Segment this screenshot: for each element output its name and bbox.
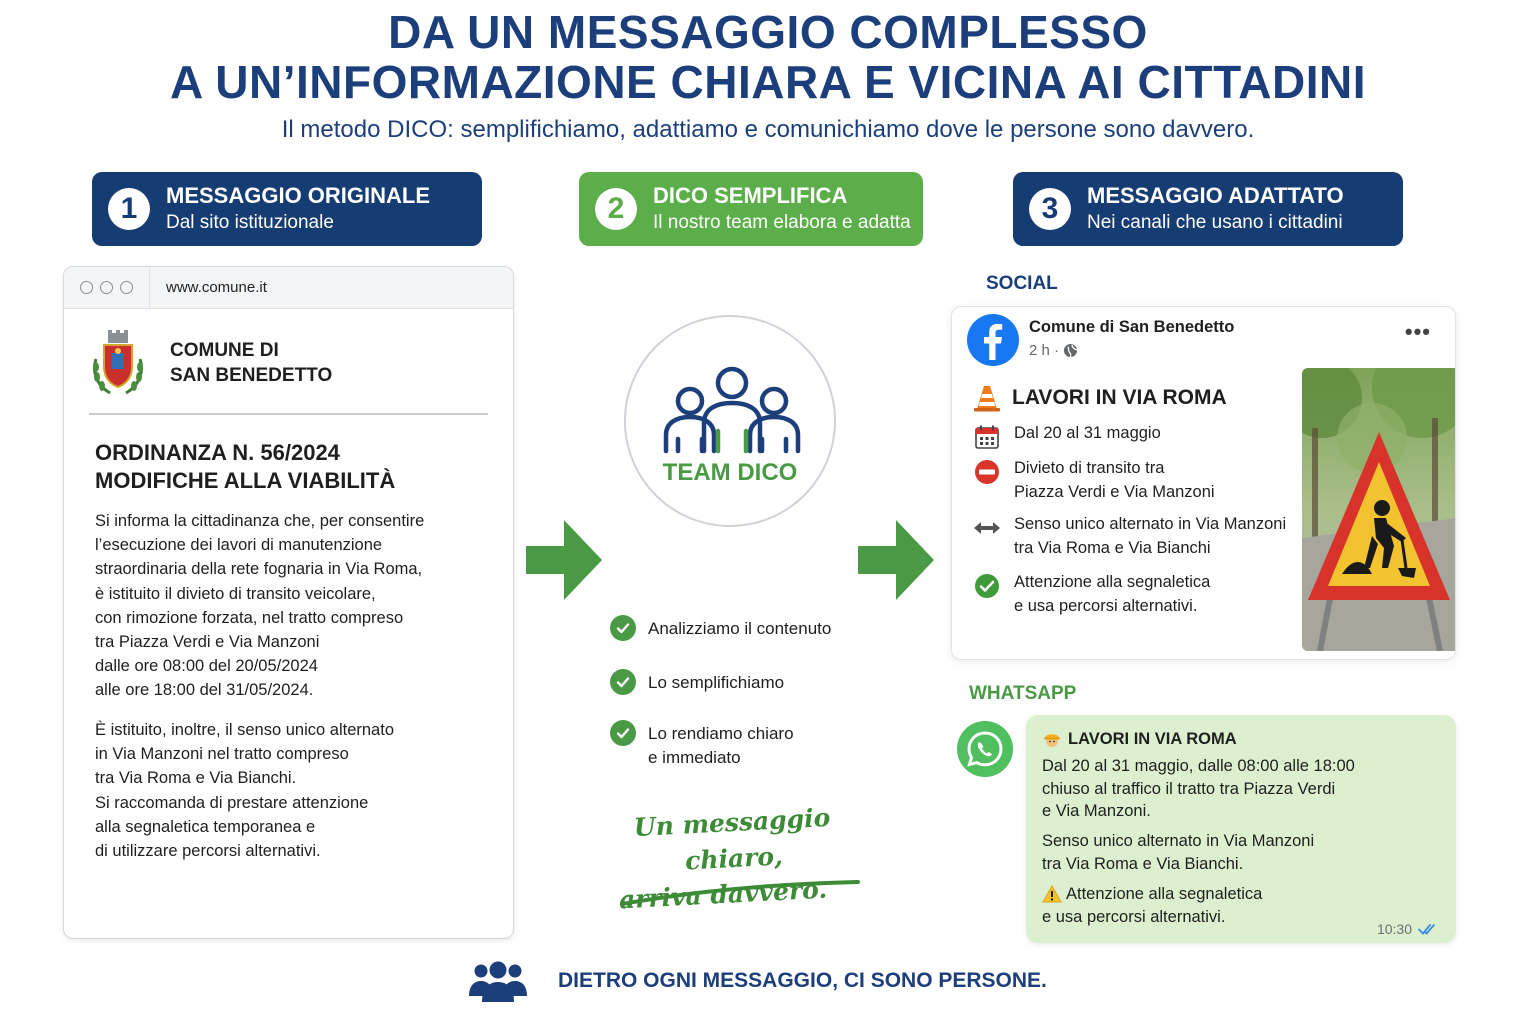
post-row [972,571,1210,618]
arrow-right-icon [858,520,934,600]
brush-underline [620,878,860,908]
coat-of-arms-icon [90,329,146,397]
checklist-text: Lo semplifichiamo [648,673,785,692]
text-line: dalle ore 08:00 del 20/05/2024 [95,657,318,676]
facebook-icon [967,314,1019,366]
footer-text: DIETRO OGNI MESSAGGIO, CI SONO PERSONE. [558,969,1047,992]
wa-text-line: chiuso al traffico il tratto tra Piazza Verdi [1042,779,1336,798]
post-row-text: Senso unico alternato in Via Manzoni [1014,515,1287,533]
post-headline [972,383,1227,413]
checklist-text: Lo rendiamo chiaro [648,724,794,743]
checklist-item [610,720,794,770]
slogan-line: arriva davvero. [618,874,828,915]
divider [89,413,488,415]
text-line: Si informa la cittadinanza che, per consentire [95,512,425,530]
post-headline-text: LAVORI IN VIA ROMA [1012,386,1227,409]
check-icon [610,720,636,746]
post-row-text: Attenzione alla segnaletica [1014,573,1211,591]
text-line: tra Via Roma e Via Bianchi. [95,769,297,788]
step-1-banner [92,172,482,246]
wa-text-line: Attenzione alla segnaletica [1066,885,1263,903]
page-name[interactable]: Comune di San Benedetto [1029,318,1235,336]
wa-warning-line [1042,883,1262,906]
municipality-name-line: COMUNE DI [170,340,279,361]
checklist-item [610,669,784,695]
wa-paragraph-3 [1042,883,1262,928]
ordinance-title-line: MODIFICHE ALLA VIABILITÀ [95,468,396,493]
page-title-line-1: DA UN MESSAGGIO COMPLESSO [388,6,1148,58]
construction-worker-icon [1042,729,1062,749]
calendar-icon [972,422,1002,452]
ordinance-title [95,439,395,495]
double-check-icon [1418,922,1440,936]
wa-text-line: Dal 20 al 31 maggio, dalle 08:00 alle 18:00 [1042,757,1355,775]
step-2-title: DICO SEMPLIFICA [653,183,848,208]
post-time-text: 2 h · [1029,342,1060,359]
step-1-title: MESSAGGIO ORIGINALE [166,183,431,208]
whatsapp-message-bubble [1026,715,1456,943]
wa-text-line: Senso unico alternato in Via Manzoni [1042,832,1315,850]
step-3-number: 3 [1029,188,1071,230]
municipality-name [170,338,332,388]
slogan-line: Un messaggio chiaro, [633,802,831,876]
step-3-title: MESSAGGIO ADATTATO [1087,183,1344,208]
text-line: È istituito, inoltre, il senso unico alternato [95,721,394,739]
step-1-number: 1 [108,188,150,230]
message-time: 10:30 [1376,921,1412,937]
browser-toolbar [64,267,513,309]
checklist-item [610,615,831,641]
team-people-icon [660,365,804,457]
post-row-text: Divieto di transito tra [1014,459,1165,477]
municipality-name-line: SAN BENEDETTO [170,365,333,386]
post-row [972,422,1161,452]
step-2-number: 2 [595,188,637,230]
text-line: di utilizzare percorsi alternativi. [95,842,321,861]
check-icon [972,571,1002,601]
check-icon [610,669,636,695]
people-group-icon [468,960,528,1002]
browser-window [63,266,514,939]
municipality-header [90,329,332,397]
post-row [972,513,1286,560]
text-line: Si raccomanda di prestare attenzione [95,793,369,812]
post-row-text: tra Via Roma e Via Bianchi [1014,538,1211,557]
post-time [1029,342,1078,359]
window-controls [64,267,150,308]
text-line: in Via Manzoni nel tratto compreso [95,745,349,764]
social-section-label: SOCIAL [986,273,1058,294]
checklist-text: e immediato [648,748,741,767]
page-title-line-2: A UN’INFORMAZIONE CHIARA E VICINA AI CITTADINI [170,56,1366,108]
wa-paragraph-1 [1042,755,1355,823]
text-line: con rimozione forzata, nel tratto compreso [95,608,404,627]
wa-headline-text: LAVORI IN VIA ROMA [1068,729,1237,748]
wa-text-line: tra Via Roma e Via Bianchi. [1042,854,1244,873]
text-line: tra Piazza Verdi e Via Manzoni [95,633,320,652]
step-2-banner [579,172,923,246]
message-timestamp [1377,921,1440,937]
facebook-post-card [951,306,1456,660]
wa-text-line: e Via Manzoni. [1042,802,1151,820]
text-line: alle ore 18:00 del 31/05/2024. [95,681,314,700]
arrow-right-icon [526,520,602,600]
no-entry-icon [972,457,1002,487]
wa-text-line: e usa percorsi alternativi. [1042,907,1226,926]
step-2-subtitle: Il nostro team elabora e adatta [653,212,911,233]
globe-icon [1063,343,1078,358]
ordinance-title-line: ORDINANZA N. 56/2024 [95,440,340,465]
post-row [972,457,1215,504]
post-row-text: e usa percorsi alternativi. [1014,596,1198,615]
whatsapp-icon [957,721,1013,777]
window-control-dot[interactable] [80,281,93,294]
text-line: alla segnaletica temporanea e [95,817,316,836]
post-row-text: Piazza Verdi e Via Manzoni [1014,482,1215,501]
checklist-text: Analizziamo il contenuto [648,619,832,638]
page-subtitle: Il metodo DICO: semplifichiamo, adattiamo e comunichiamo dove le persone sono davvero. [281,116,1255,143]
traffic-cone-icon [972,383,1002,413]
team-label: TEAM DICO [662,459,798,486]
more-options-icon[interactable]: ••• [1404,319,1431,344]
text-line: è istituito il divieto di transito veicolare, [95,584,376,603]
ordinance-paragraph-1 [95,509,424,703]
step-3-subtitle: Nei canali che usano i cittadini [1087,212,1343,233]
step-1-subtitle: Dal sito istituzionale [166,212,334,233]
footer [468,960,1047,1002]
two-way-arrow-icon [972,513,1002,543]
post-row-text: Dal 20 al 31 maggio [1014,424,1161,442]
warning-icon [1042,885,1062,903]
check-icon [610,615,636,641]
window-control-dot[interactable] [100,281,113,294]
roadwork-sign-photo[interactable] [1302,368,1456,651]
wa-headline [1042,729,1237,749]
text-line: l’esecuzione dei lavori di manutenzione [95,536,383,555]
ordinance-paragraph-2 [95,718,394,863]
address-bar[interactable]: www.comune.it [166,279,267,296]
step-3-banner [1013,172,1403,246]
wa-paragraph-2 [1042,830,1314,875]
whatsapp-section-label: WHATSAPP [969,683,1077,704]
window-control-dot[interactable] [120,281,133,294]
text-line: straordinaria della rete fognaria in Via Roma, [95,560,423,579]
team-dico-badge [624,315,836,527]
